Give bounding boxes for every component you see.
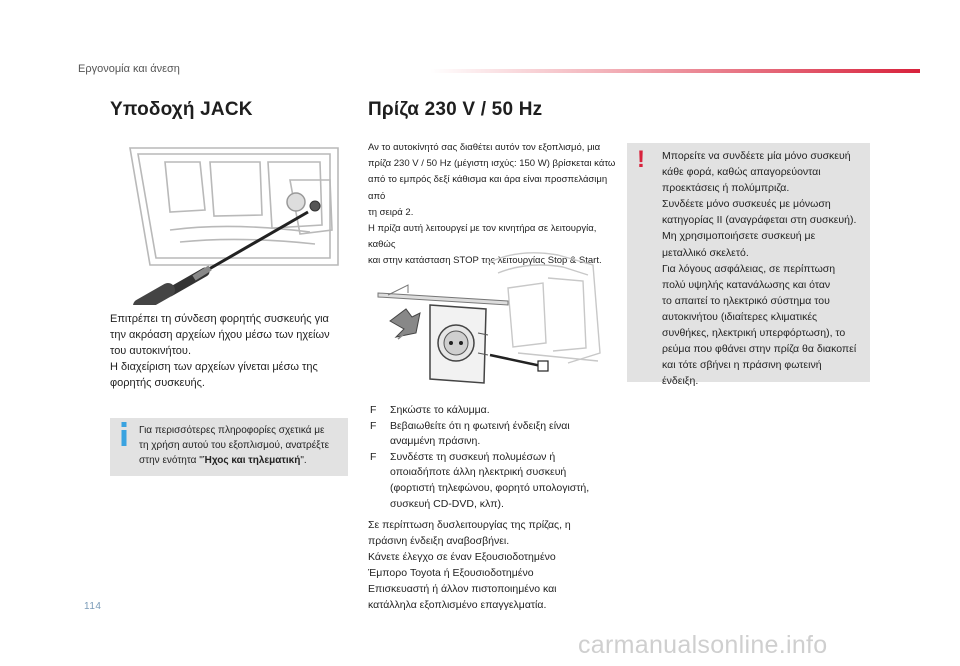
jack-description-line: την ακρόαση αρχείων ήχου μέσω των ηχείων — [110, 329, 330, 341]
warning-line: Για λόγους ασφάλειας, σε περίπτωση — [662, 262, 836, 275]
socket-intro-line: τη σειρά 2. — [368, 206, 414, 218]
failure-line: Έμπορο Toyota ή Εξουσιοδοτημένο — [368, 567, 534, 579]
info-section-reference: Ήχος και τηλεματική — [202, 455, 301, 466]
warning-line: και τότε σβήνει η πράσινη φωτεινή — [662, 359, 822, 372]
info-icon — [119, 422, 129, 446]
warning-box — [627, 143, 870, 388]
failure-line: Κάνετε έλεγχο σε έναν Εξουσιοδοτημένο — [368, 551, 556, 563]
warning-line: ρεύμα που φθάνει στην πρίζα θα διακοπεί — [662, 343, 857, 356]
failure-line: κατάλληλα εξοπλισμένο επαγγελματία. — [368, 599, 547, 611]
step-line: αναμμένη πράσινη. — [390, 435, 481, 448]
info-box — [110, 418, 348, 476]
failure-line: πράσινη ένδειξη αναβοσβήνει. — [368, 535, 510, 547]
warning-line: μεταλλικό σκελετό. — [662, 246, 749, 259]
socket-intro-line: Αν το αυτοκίνητό σας διαθέτει αυτόν τον εξοπλισμό, μια — [368, 142, 601, 153]
step-line: συσκευή CD-DVD, κλπ). — [390, 497, 504, 510]
jack-socket-illustration — [110, 140, 348, 305]
warning-line: πολύ υψηλής κατανάλωσης και όταν — [662, 278, 831, 291]
warning-line: κατηγορίας II (αναγράφεται στη συσκευή). — [662, 214, 857, 227]
warning-line: Συνδέετε μόνο συσκευές με μόνωση — [662, 198, 831, 211]
failure-paragraph — [368, 517, 618, 613]
step-bullet: F — [370, 450, 377, 463]
step-item — [368, 419, 618, 450]
step-line: Συνδέστε τη συσκευή πολυμέσων ή — [390, 450, 556, 463]
failure-line: Επισκευαστή ή άλλον πιστοποιημένο και — [368, 583, 557, 595]
socket-intro-line: και στην κατάσταση STOP της λειτουργίας Stop & Start. — [368, 255, 602, 267]
step-item — [368, 450, 618, 512]
socket-intro-line: πρίζα 230 V / 50 Hz (μέγιστη ισχύς: 150 W) βρίσκεται κάτω — [368, 158, 616, 170]
info-text — [139, 423, 345, 468]
step-line: οποιαδήποτε άλλη ηλεκτρική συσκευή — [390, 466, 567, 479]
warning-line: αυτοκινήτου (ιδιαίτερες κλιματικές — [662, 310, 818, 323]
warning-line: ένδειξη. — [662, 375, 699, 388]
info-line: τη χρήση αυτού του εξοπλισμού, ανατρέξτε — [139, 440, 330, 451]
step-line: Σηκώστε το κάλυμμα. — [390, 404, 490, 416]
jack-description-line: Η διαχείριση των αρχείων γίνεται μέσω της — [110, 361, 318, 373]
warning-line: προεκτάσεις ή πολύμπριζα. — [662, 182, 790, 195]
warning-text — [662, 148, 867, 389]
step-line: Βεβαιωθείτε ότι η φωτεινή ένδειξη είναι — [390, 419, 570, 432]
step-item — [368, 403, 618, 419]
warning-icon: ! — [637, 146, 645, 173]
jack-description-line: φορητής συσκευής. — [110, 377, 205, 389]
step-bullet: F — [370, 404, 377, 416]
step-line: (φορτιστή τηλεφώνου, φορητό υπολογιστή, — [390, 481, 590, 494]
page-number: 114 — [84, 601, 102, 612]
section-header-title: Εργονομία και άνεση — [78, 63, 180, 75]
jack-description-line: Επιτρέπει τη σύνδεση φορητής συσκευής για — [110, 313, 329, 325]
steps-list — [368, 403, 618, 512]
info-line: Για περισσότερες πληροφορίες σχετικά με — [139, 425, 325, 436]
info-line-suffix: ". — [300, 455, 307, 466]
step-bullet: F — [370, 419, 377, 432]
warning-line: Μπορείτε να συνδέετε μία μόνο συσκευή — [662, 150, 851, 162]
info-line-last — [139, 453, 345, 468]
warning-line: συνθήκες, ηλεκτρική υπερφόρτωση), το — [662, 327, 846, 340]
socket-intro-line: Η πρίζα αυτή λειτουργεί με τον κινητήρα σε λειτουργία, καθώς — [368, 223, 597, 251]
info-line-prefix: στην ενότητα " — [139, 455, 203, 466]
socket-intro-line: από το εμπρός δεξί κάθισμα και άρα είναι προσπελάσιμη από — [368, 174, 608, 202]
jack-description — [110, 311, 350, 391]
jack-heading: Υποδοχή JACK — [110, 99, 253, 120]
watermark: carmanualsonline.info — [578, 631, 828, 659]
header-accent-bar — [430, 69, 920, 73]
warning-line: κάθε φορά, καθώς απαγορεύονται — [662, 166, 821, 179]
socket-heading: Πρίζα 230 V / 50 Hz — [368, 99, 543, 120]
warning-line: Μη χρησιμοποιήσετε συσκευή με — [662, 230, 816, 243]
jack-description-line: του αυτοκινήτου. — [110, 345, 192, 357]
failure-line: Σε περίπτωση δυσλειτουργίας της πρίζας, η — [368, 519, 571, 531]
warning-line: το απαιτεί το ηλεκτρικό σύστημα του — [662, 294, 830, 307]
socket-illustration — [368, 243, 608, 391]
